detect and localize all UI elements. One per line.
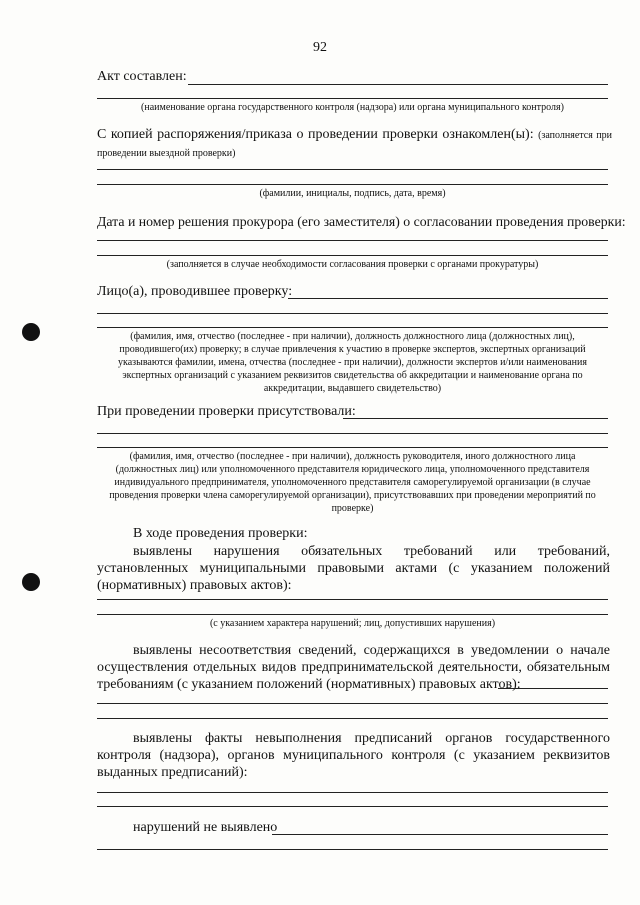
findings-non-fulfillment: выявлены факты невыполнения предписаний органов государственного контроля (надзора), органов муниципального контроля (с указанием реквизитов выданных предписаний): [97,731,610,780]
inconsistencies-line-3 [97,718,608,719]
violations-caption: (с указанием характера нарушений; лиц, допустивших нарушения) [209,618,496,629]
familiarized-caption: (фамилии, инициалы, подпись, дата, время) [259,188,446,199]
punch-hole-top [22,323,40,341]
familiarized-label: С копией распоряжения/приказа о проведении проверки ознакомлен(ы): [97,127,534,142]
familiarized-line-1 [97,169,608,170]
prosecutor-line-2 [97,255,608,256]
violations-line-1 [97,599,608,600]
prosecutor-caption: (заполняется в случае необходимости согласования проверки с органами прокуратуры) [166,259,539,270]
inconsistencies-line-2 [97,703,608,704]
act-compiled-line [188,84,608,85]
present-line-3 [97,447,608,448]
act-compiled-line-2 [97,98,608,99]
inspector-line-1 [288,298,608,299]
present-caption: (фамилия, имя, отчество (последнее - при наличии), должность руководителя, иного должностного лица (должностных лиц) или уполномоченного представителя юридического лица, уполномоченного представителя индивидуального предпринимателя, уполномоченного представителя саморегулируемой организации (в случае проведения проверки члена саморегулируемой организации), присутствовавших при проведении мероприятий по проверке) [109,451,596,514]
present-line-2 [97,433,608,434]
familiarized-text [97,126,612,162]
none-found-line-2 [97,849,608,850]
none-found-label: нарушений не выявлено [133,820,278,835]
familiarized-line-2 [97,184,608,185]
act-compiled-caption: (наименование органа государственного контроля (надзора) или органа муниципального контроля) [141,102,564,113]
inspector-line-2 [97,313,608,314]
inspector-line-3 [97,327,608,328]
prosecutor-label: Дата и номер решения прокурора (его заместителя) о согласовании проведения проверки: [97,214,626,229]
present-label: При проведении проверки присутствовали: [97,404,356,419]
findings-violations: выявлены нарушения обязательных требований или требований, установленных муниципальными правовыми актами (с указанием положений (нормативных) правовых актов): [97,544,610,593]
act-compiled-label: Акт составлен: [97,69,187,84]
none-found-line-1 [272,834,608,835]
prosecutor-line-1 [97,240,608,241]
page-number: 92 [313,40,327,55]
non-fulfillment-line-1 [97,792,608,793]
inspector-caption: (фамилия, имя, отчество (последнее - при наличии), должность должностного лица (должностных лиц), проводившего(их) проверку; в случае привлечения к участию в проверке экспертов, экспертных организаций указываются фамилии, имена, отчества (последнее - при наличии), должности экспертов и/или наименования экспертных организаций с указанием реквизитов свидетельства об аккредитации и наименование органа по аккредитации, выдавшего свидетельство) [118,331,587,394]
present-line-1 [343,418,608,419]
findings-intro: В ходе проведения проверки: [133,526,308,541]
familiarized-note: (заполняется при проведении выездной проверки) [97,130,613,159]
inspector-label: Лицо(а), проводившее проверку: [97,284,293,299]
punch-hole-bottom [22,573,40,591]
inconsistencies-line-1 [498,688,608,689]
findings-inconsistencies: выявлены несоответствия сведений, содержащихся в уведомлении о начале осуществления отдельных видов предпринимательской деятельности, обязательным требованиям (с указанием положений (нормативных) правовых актов): [97,643,610,692]
non-fulfillment-line-2 [97,806,608,807]
violations-line-2 [97,614,608,615]
